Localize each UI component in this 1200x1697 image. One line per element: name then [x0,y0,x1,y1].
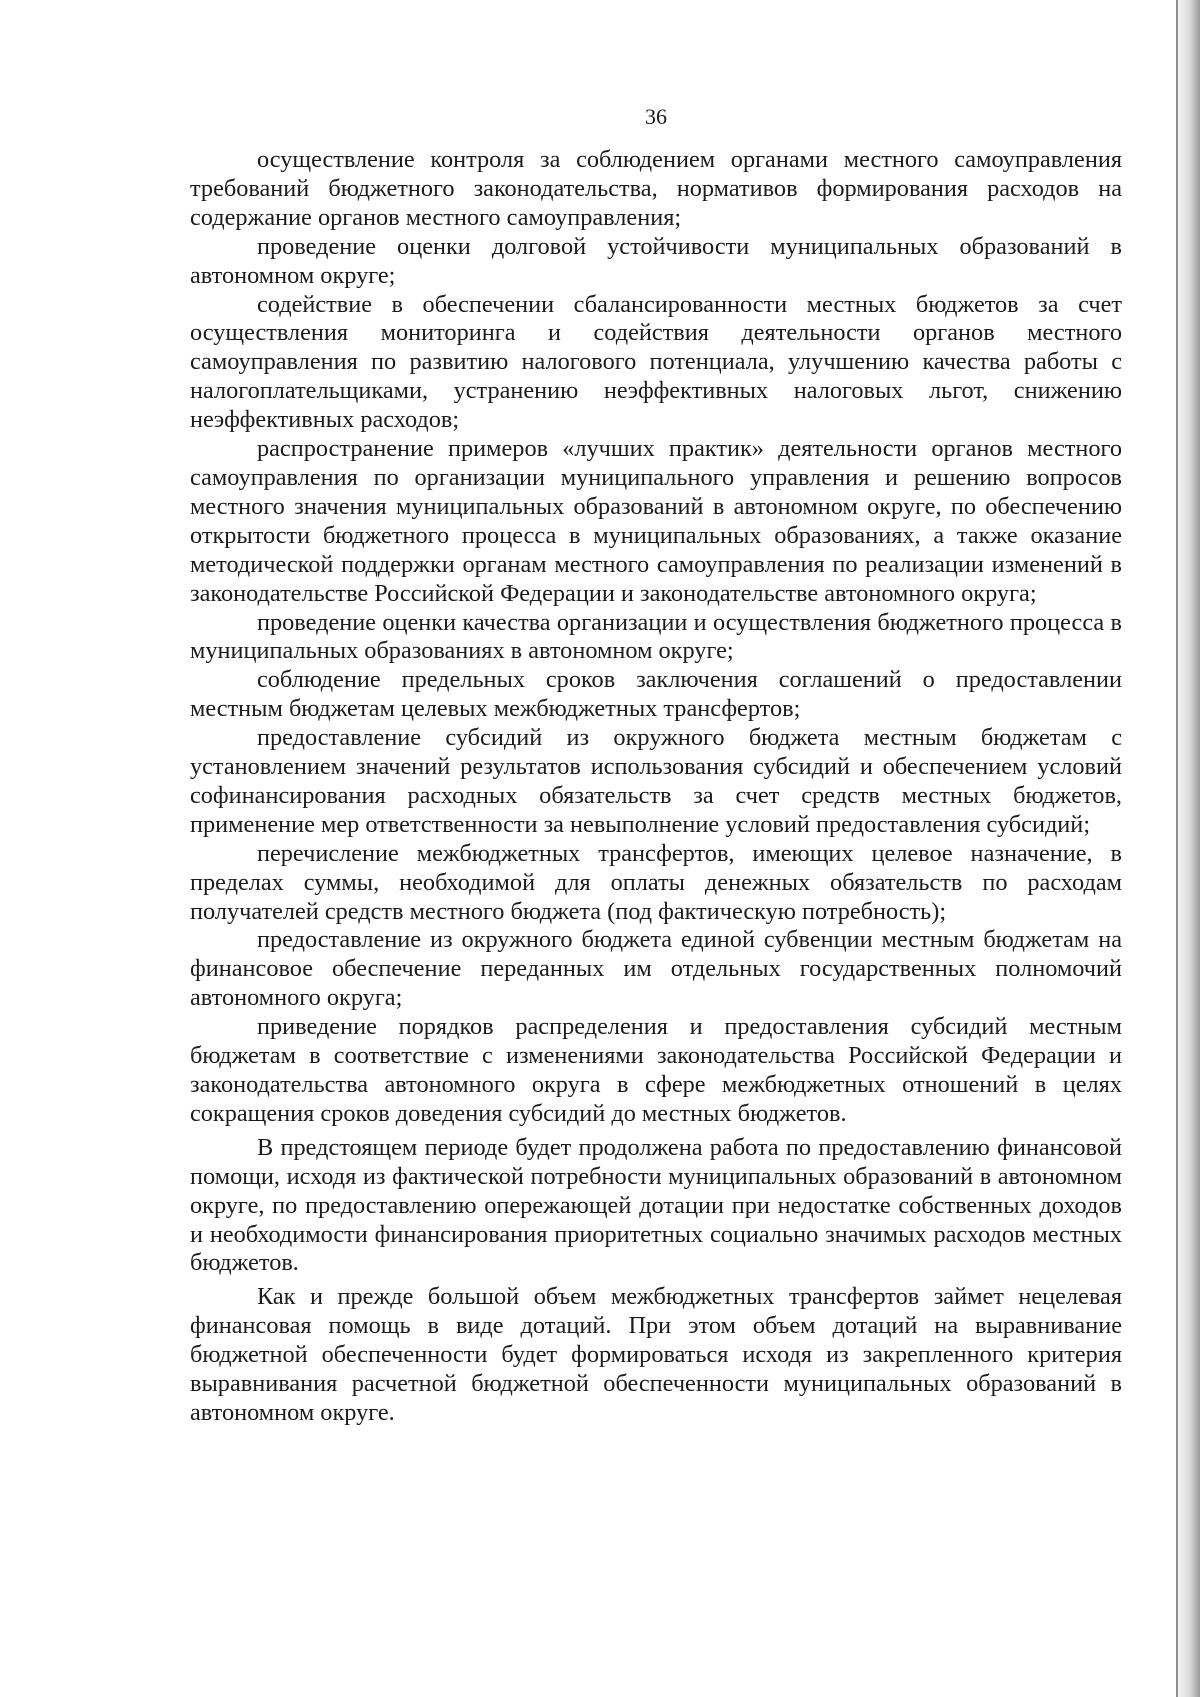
paragraph-financial-assistance: В предстоящем периоде будет продолжена работа по предоставлению финансовой помощи, исходя из фактической потребности муниципальных образований в автономном округе, по предоставлению опережающей дотации при недостатке собственных доходов и необходимости финансирования приоритетных социально значимых расходов местных бюджетов. [190,1133,1122,1277]
paragraph-unified-subvention: предоставление из окружного бюджета единой субвенции местным бюджетам на финансовое обеспечение переданных им отдельных государственных полномочий автономного округа; [190,926,1122,1012]
paragraph-budget-process-quality: проведение оценки качества организации и осуществления бюджетного процесса в муниципальных образованиях в автономном округе; [190,608,1122,665]
paragraph-debt-sustainability: проведение оценки долговой устойчивости муниципальных образований в автономном округе; [190,232,1122,289]
body-text [190,146,1122,1428]
paragraph-control: осуществление контроля за соблюдением органами местного самоуправления требований бюджетного законодательства, нормативов формирования расходов на содержание органов местного самоуправления; [190,146,1122,231]
paragraph-subsidies: предоставление субсидий из окружного бюджета местным бюджетам с установлением значений результатов использования субсидий и обеспечением условий софинансирования расходных обязательств за счет средств местных бюджетов, применение мер ответственности за невыполнение условий предоставления субсидий; [190,724,1122,838]
paragraph-procedures: приведение порядков распределения и предоставления субсидий местным бюджетам в соответствие с изменениями законодательства Российской Федерации и законодательства автономного округа в сфере межбюджетных отношений в целях сокращения сроков доведения субсидий до местных бюджетов. [190,1013,1122,1127]
page-edge-shadow [1178,0,1200,1697]
page-number: 36 [645,104,667,129]
paragraph-agreement-deadlines: соблюдение предельных сроков заключения соглашений о предоставлении местным бюджетам целевых межбюджетных трансфертов; [190,666,1122,723]
paragraph-transfers: перечисление межбюджетных трансфертов, имеющих целевое назначение, в пределах суммы, необходимой для оплаты денежных обязательств по расходам получателей средств местного бюджета (под фактическую потребность); [190,839,1122,925]
paragraph-best-practices: распространение примеров «лучших практик» деятельности органов местного самоуправления по организации муниципального управления и решению вопросов местного значения муниципальных образований в автономном округе, по обеспечению открытости бюджетного процесса в муниципальных образованиях, а также оказание методической поддержки органам местного самоуправления по реализации изменений в законодательстве Российской Федерации и законодательстве автономного округа; [190,435,1122,607]
paragraph-grants: Как и прежде большой объем межбюджетных трансфертов займет нецелевая финансовая помощь в виде дотаций. При этом объем дотаций на выравнивание бюджетной обеспеченности будет формироваться исходя из закрепленного критерия выравнивания расчетной бюджетной обеспеченности муниципальных образований в автономном округе. [190,1283,1122,1426]
paragraph-budget-balance: содействие в обеспечении сбалансированности местных бюджетов за счет осуществления мониторинга и содействия деятельности органов местного самоуправления по развитию налогового потенциала, улучшению качества работы с налогоплательщиками, устранению неэффективных налоговых льгот, снижению неэффективных расходов; [190,290,1122,434]
